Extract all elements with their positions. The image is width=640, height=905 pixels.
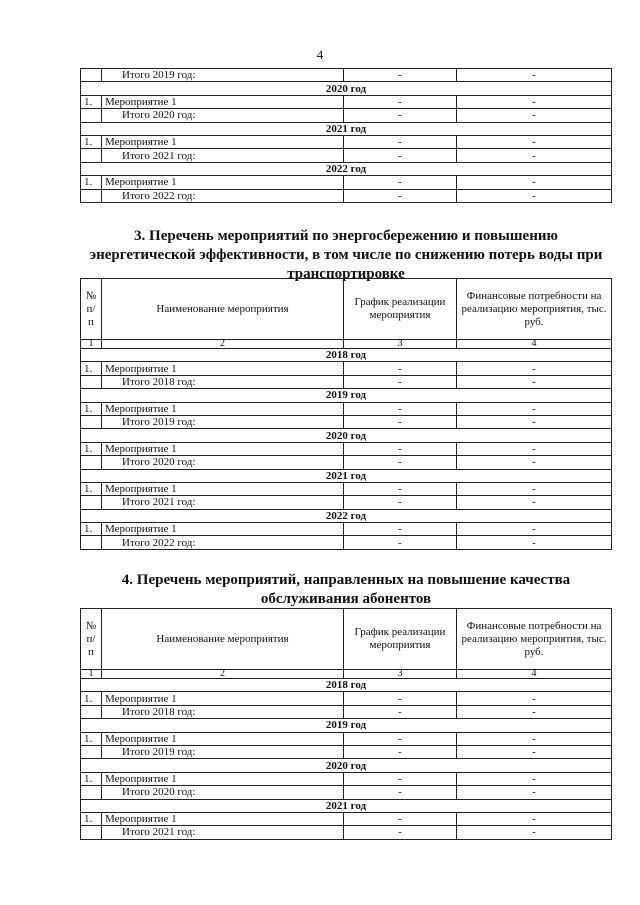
event-name: Мероприятие 1 [102,482,344,495]
row-number [81,826,102,839]
row-number: 1. [81,442,102,455]
row-number: 1. [81,135,102,148]
finance-value: - [457,523,612,536]
schedule-value: - [344,149,457,162]
energy-saving-events-table [80,278,612,550]
schedule-value: - [344,109,457,122]
schedule-value: - [344,705,457,718]
row-number: 1. [81,482,102,495]
row-number [81,415,102,428]
finance-value: - [457,705,612,718]
total-label: Итого 2022 год: [102,189,344,202]
finance-value: - [457,772,612,785]
event-row [81,732,612,745]
event-row [81,95,612,108]
finance-value: - [457,692,612,705]
finance-value: - [457,402,612,415]
row-number: 1. [81,732,102,745]
total-label: Итого 2021 год: [102,496,344,509]
year-row [81,509,612,522]
finance-value: - [457,189,612,202]
schedule-value: - [344,176,457,189]
row-number: 1. [81,772,102,785]
year-row [81,759,612,772]
header-schedule: График реализации мероприятия [344,279,457,340]
schedule-value: - [344,189,457,202]
schedule-value: - [344,402,457,415]
year-label: 2018 год [81,349,612,362]
event-row [81,176,612,189]
finance-value: - [457,456,612,469]
column-number: 3 [344,670,457,679]
row-number [81,536,102,549]
column-number: 4 [457,340,612,349]
header-row [81,609,612,670]
column-number: 3 [344,340,457,349]
total-label: Итого 2020 год: [102,109,344,122]
schedule-value: - [344,362,457,375]
year-label: 2020 год [81,429,612,442]
event-name: Мероприятие 1 [102,95,344,108]
total-row [81,745,612,758]
year-label: 2019 год [81,719,612,732]
finance-value: - [457,135,612,148]
section-3-title: 3. Перечень мероприятий по энергосбережению и повышению энергетической эффективности, в том числе по снижению потерь воды при транспортировке [89,228,603,282]
total-label: Итого 2022 год: [102,536,344,549]
column-number: 2 [102,670,344,679]
page-number: 4 [316,47,324,62]
finance-value: - [457,375,612,388]
schedule-value: - [344,536,457,549]
events-table-continued [80,68,612,203]
year-label: 2022 год [81,162,612,175]
event-name: Мероприятие 1 [102,176,344,189]
year-label: 2020 год [81,82,612,95]
year-row [81,429,612,442]
row-number: 1. [81,362,102,375]
finance-value: - [457,536,612,549]
total-row [81,69,612,82]
row-number [81,109,102,122]
finance-value: - [457,109,612,122]
header-name: Наименование мероприятия [102,279,344,340]
schedule-value: - [344,496,457,509]
total-label: Итого 2018 год: [102,375,344,388]
event-name: Мероприятие 1 [102,812,344,825]
total-row [81,786,612,799]
event-row [81,772,612,785]
event-row [81,442,612,455]
row-number: 1. [81,95,102,108]
column-number: 4 [457,670,612,679]
event-name: Мероприятие 1 [102,442,344,455]
year-label: 2018 год [81,679,612,692]
total-label: Итого 2020 год: [102,786,344,799]
row-number: 1. [81,812,102,825]
row-number [81,705,102,718]
finance-value: - [457,176,612,189]
total-label: Итого 2019 год: [102,745,344,758]
row-number [81,456,102,469]
finance-value: - [457,415,612,428]
service-quality-events-table [80,608,612,840]
total-label: Итого 2018 год: [102,705,344,718]
event-row [81,482,612,495]
section-4-title: 4. Перечень мероприятий, направленных на повышение качества обслуживания абонентов [121,572,571,607]
event-row [81,135,612,148]
finance-value: - [457,149,612,162]
total-label: Итого 2019 год: [102,69,344,82]
finance-value: - [457,496,612,509]
year-row [81,679,612,692]
year-label: 2022 год [81,509,612,522]
event-row [81,692,612,705]
header-finance: Финансовые потребности на реализацию мероприятия, тыс. руб. [457,279,612,340]
year-label: 2021 год [81,799,612,812]
year-row [81,349,612,362]
schedule-value: - [344,745,457,758]
row-number [81,149,102,162]
finance-value: - [457,69,612,82]
total-row [81,109,612,122]
schedule-value: - [344,456,457,469]
column-number: 1 [81,340,102,349]
header-schedule: График реализации мероприятия [344,609,457,670]
total-row [81,536,612,549]
event-row [81,362,612,375]
column-number: 1 [81,670,102,679]
schedule-value: - [344,772,457,785]
year-label: 2021 год [81,469,612,482]
total-label: Итого 2021 год: [102,826,344,839]
schedule-value: - [344,442,457,455]
schedule-value: - [344,69,457,82]
total-label: Итого 2019 год: [102,415,344,428]
event-name: Мероприятие 1 [102,772,344,785]
schedule-value: - [344,375,457,388]
year-row [81,82,612,95]
row-number [81,745,102,758]
event-name: Мероприятие 1 [102,732,344,745]
column-number: 2 [102,340,344,349]
event-name: Мероприятие 1 [102,402,344,415]
finance-value: - [457,812,612,825]
row-number [81,69,102,82]
finance-value: - [457,482,612,495]
row-number: 1. [81,402,102,415]
row-number [81,375,102,388]
column-numbers-row [81,340,612,349]
event-name: Мероприятие 1 [102,135,344,148]
event-name: Мероприятие 1 [102,692,344,705]
year-label: 2019 год [81,389,612,402]
total-row [81,705,612,718]
finance-value: - [457,745,612,758]
header-finance: Финансовые потребности на реализацию мероприятия, тыс. руб. [457,609,612,670]
total-row [81,149,612,162]
header-number: № п/п [81,609,102,670]
finance-value: - [457,95,612,108]
total-row [81,456,612,469]
header-number: № п/п [81,279,102,340]
schedule-value: - [344,415,457,428]
year-row [81,719,612,732]
row-number: 1. [81,523,102,536]
event-row [81,812,612,825]
schedule-value: - [344,826,457,839]
row-number [81,496,102,509]
year-row [81,122,612,135]
event-row [81,402,612,415]
row-number: 1. [81,692,102,705]
year-row [81,162,612,175]
row-number: 1. [81,176,102,189]
schedule-value: - [344,95,457,108]
column-numbers-row [81,670,612,679]
schedule-value: - [344,786,457,799]
total-row [81,189,612,202]
schedule-value: - [344,523,457,536]
total-row [81,375,612,388]
finance-value: - [457,786,612,799]
schedule-value: - [344,482,457,495]
year-label: 2021 год [81,122,612,135]
total-row [81,496,612,509]
row-number [81,786,102,799]
event-name: Мероприятие 1 [102,362,344,375]
event-name: Мероприятие 1 [102,523,344,536]
total-label: Итого 2020 год: [102,456,344,469]
finance-value: - [457,362,612,375]
total-row [81,826,612,839]
event-row [81,523,612,536]
schedule-value: - [344,812,457,825]
schedule-value: - [344,692,457,705]
year-row [81,389,612,402]
year-row [81,469,612,482]
header-name: Наименование мероприятия [102,609,344,670]
year-row [81,799,612,812]
total-row [81,415,612,428]
finance-value: - [457,732,612,745]
finance-value: - [457,442,612,455]
row-number [81,189,102,202]
schedule-value: - [344,135,457,148]
finance-value: - [457,826,612,839]
header-row [81,279,612,340]
year-label: 2020 год [81,759,612,772]
schedule-value: - [344,732,457,745]
total-label: Итого 2021 год: [102,149,344,162]
